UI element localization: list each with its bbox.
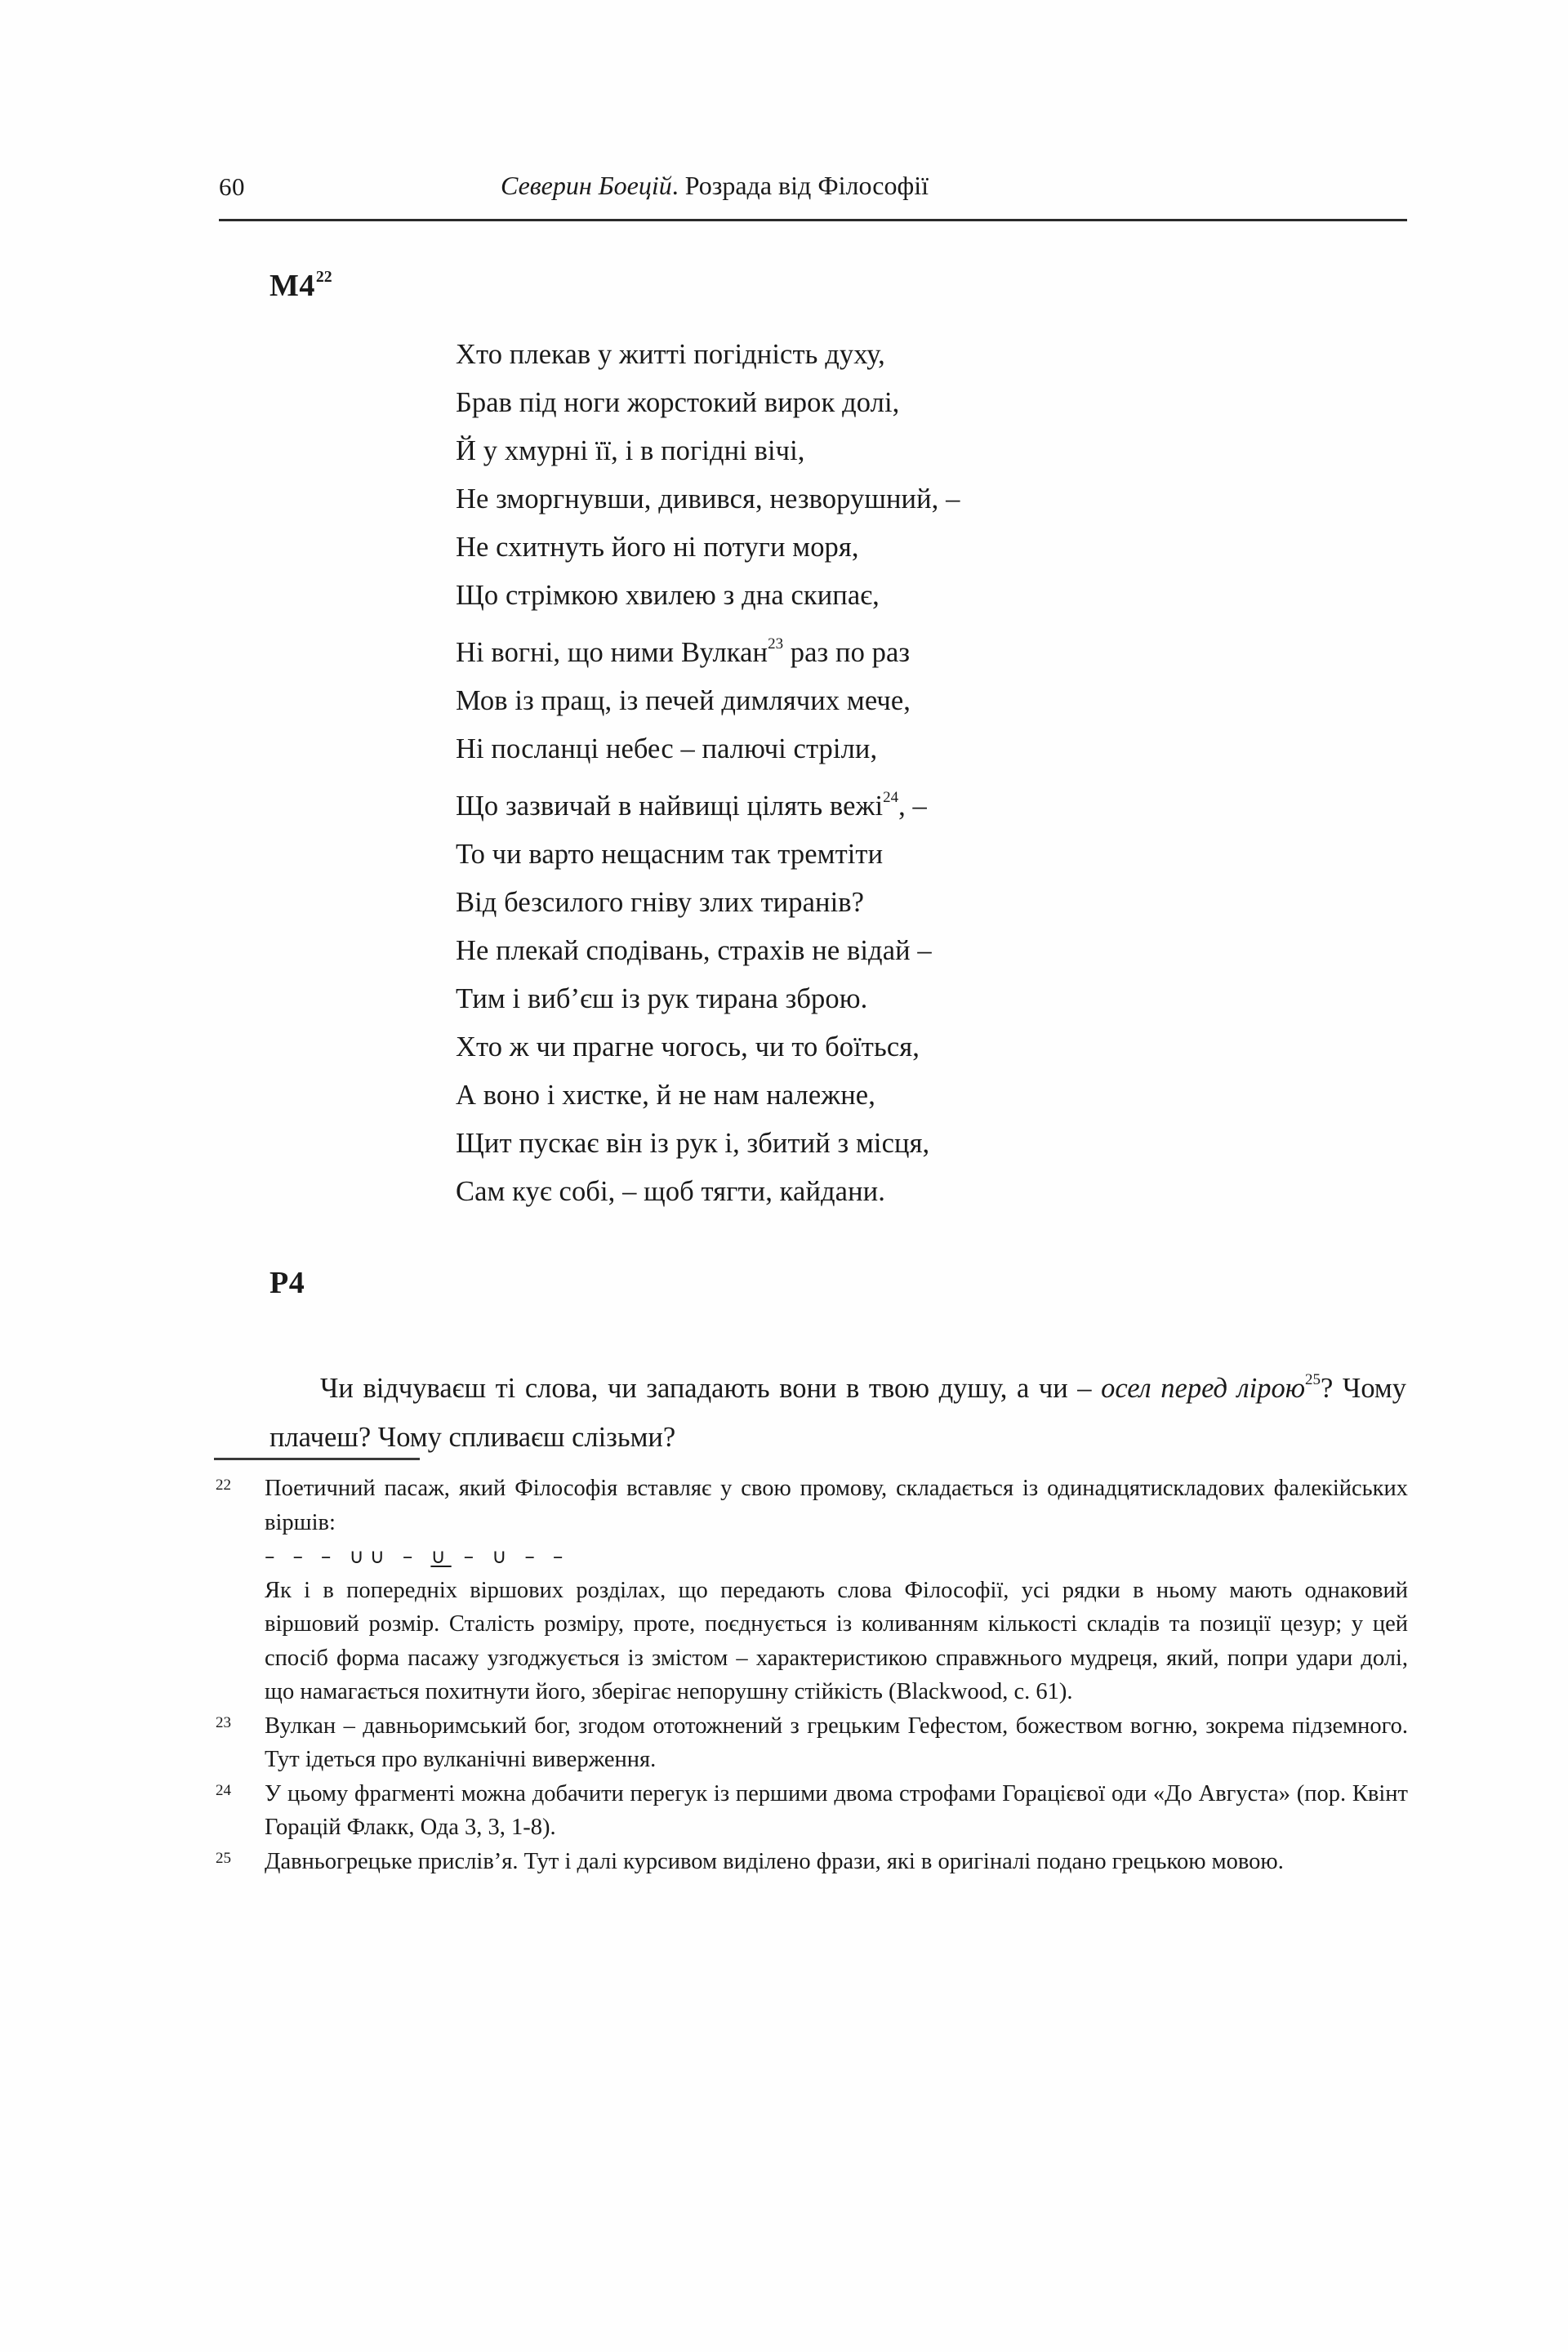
verse-line-text: Ні вогні, що ними Вулкан: [456, 637, 768, 669]
verse-block: [456, 331, 1403, 1216]
verse-line: [456, 773, 1403, 831]
verse-line-text: Не зморгнувши, дивився, незворушний, –: [456, 483, 960, 514]
footnote-text-body: Вулкан – давньоримський бог, згодом ототожнений з грецьким Гефестом, божеством вогню, зокрема підземного. Тут ідеться про вулканічні виверження.: [265, 1713, 1408, 1772]
section-heading-m4: [270, 270, 332, 301]
verse-line: [456, 975, 1403, 1023]
verse-line: [456, 379, 1403, 427]
footnote-22: [214, 1472, 1408, 1709]
verse-line-text: Хто плекав у житті погідність духу,: [456, 339, 885, 370]
verse-line: [456, 427, 1403, 475]
footnotes-block: [214, 1472, 1408, 1878]
scansion-symbols: –: [265, 1544, 281, 1568]
section-heading-m4-label: M4: [270, 268, 315, 303]
verse-line: [456, 572, 1403, 620]
verse-line-text: Не плекай сподівань, страхів не відай –: [456, 935, 932, 967]
scansion-symbols: ∪∪: [349, 1544, 390, 1568]
verse-line-text: Щит пускає він із рук і, збитий з місця,: [456, 1128, 930, 1160]
verse-line-text: Й у хмурні її, і в погідні вічі,: [456, 435, 805, 466]
verse-line-text: Що стрімкою хвилею з дна скипає,: [456, 580, 880, 611]
scansion-symbols: –: [320, 1544, 337, 1568]
prose-italic-phrase: осел перед лірою: [1101, 1372, 1306, 1404]
verse-line: [456, 927, 1403, 975]
prose-text-after: ? Чому плачеш? Чому спливаєш слізьми?: [270, 1372, 1406, 1453]
verse-line-text: Хто ж чи прагне чогось, чи то боїться,: [456, 1031, 920, 1063]
footnote-marker: 22: [216, 1477, 231, 1494]
verse-line-text: Ні посланці небес – палючі стріли,: [456, 733, 878, 765]
scansion-symbols: –: [524, 1544, 541, 1568]
footnote-marker: 24: [216, 1781, 231, 1799]
footnote-ref-24[interactable]: 24: [883, 789, 899, 807]
verse-line-text: Брав під ноги жорстокий вирок долі,: [456, 387, 900, 418]
footnote-ref-22[interactable]: 22: [315, 268, 332, 286]
scansion-symbols: –: [552, 1544, 569, 1568]
scansion-symbols: –: [402, 1544, 419, 1568]
verse-line-text: Сам кує собі, – щоб тягти, кайдани.: [456, 1176, 885, 1208]
running-head-work: . Розрада від Філософії: [671, 171, 929, 200]
running-head-title: [501, 172, 929, 198]
verse-line: [456, 1071, 1403, 1120]
scansion-symbols: –: [463, 1544, 480, 1568]
footnote-text-body: Як і в попередніх віршових розділах, що передають слова Філософії, усі рядки в ньому мають однаковий віршовий розмір. Сталість розміру, проте, поєднується із коливанням кількості складів та позиції цезур; у цей спосіб форма пасажу узгоджується із змістом – характеристикою справжнього мудреця, який, попри удари долі, що намагається похитнути його, зберігає непорушну стійкість (Blackwood, с. 61).: [265, 1577, 1408, 1704]
scansion-symbol-stressed: ∪: [430, 1544, 452, 1568]
footnote-marker: 25: [216, 1849, 231, 1867]
verse-line: [456, 331, 1403, 379]
section-heading-p4: P4: [270, 1266, 305, 1300]
page-number: 60: [219, 172, 245, 201]
running-head: [219, 167, 1407, 225]
footnote-ref-25[interactable]: 25: [1305, 1370, 1321, 1388]
verse-line-text: Від безсилого гніву злих тиранів?: [456, 887, 865, 919]
footnote-24: [214, 1777, 1408, 1845]
scansion-symbols: –: [292, 1544, 309, 1568]
verse-line: [456, 831, 1403, 879]
footnote-separator-rule: [214, 1458, 420, 1460]
verse-line: [456, 475, 1403, 523]
verse-line: [456, 677, 1403, 725]
footnote-ref-23[interactable]: 23: [768, 635, 784, 653]
verse-line: [456, 879, 1403, 927]
prose-paragraph: [270, 1356, 1406, 1462]
verse-line: [456, 1120, 1403, 1168]
metrical-scansion: [265, 1544, 568, 1568]
verse-line: [456, 725, 1403, 773]
verse-line-text: Не схитнуть його ні потуги моря,: [456, 532, 859, 563]
verse-line: [456, 1023, 1403, 1071]
footnote-marker: 23: [216, 1713, 231, 1731]
header-rule: [219, 219, 1407, 221]
footnote-23: [214, 1709, 1408, 1777]
verse-line-tail: раз по раз: [783, 637, 911, 669]
verse-line-text: То чи варто нещасним так тремтіти: [456, 839, 884, 871]
scansion-symbols: ∪: [492, 1544, 513, 1568]
verse-line: [456, 1168, 1403, 1216]
footnote-text-intro: Поетичний пасаж, який Філософія вставляє у свою промову, складається із одинадцятискладових фалекійських віршів:: [265, 1476, 1408, 1535]
prose-text-before: Чи відчуваєш ті слова, чи западають вони в твою душу, а чи –: [320, 1372, 1102, 1404]
footnote-text-body: У цьому фрагменті можна добачити перегук із першими двома строфами Горацієвої оди «До Августа» (пор. Квінт Горацій Флакк, Ода 3, 3, 1-8).: [265, 1780, 1408, 1840]
verse-line-text: А воно і хистке, й не нам належне,: [456, 1080, 875, 1111]
running-head-author: Северин Боецій: [501, 171, 672, 200]
verse-line: [456, 523, 1403, 572]
verse-line-text: Що зазвичай в найвищі цілять вежі: [456, 791, 884, 822]
verse-line-text: Тим і виб’єш із рук тирана зброю.: [456, 983, 868, 1015]
footnote-text-body: Давньогрецьке прислів’я. Тут і далі курсивом виділено фрази, які в оригіналі подано грецькою мовою.: [265, 1848, 1284, 1874]
footnote-25: [214, 1845, 1408, 1879]
verse-line-tail: , –: [898, 791, 927, 822]
verse-line-text: Мов із пращ, із печей димлячих мече,: [456, 685, 911, 717]
verse-line: [456, 620, 1403, 677]
